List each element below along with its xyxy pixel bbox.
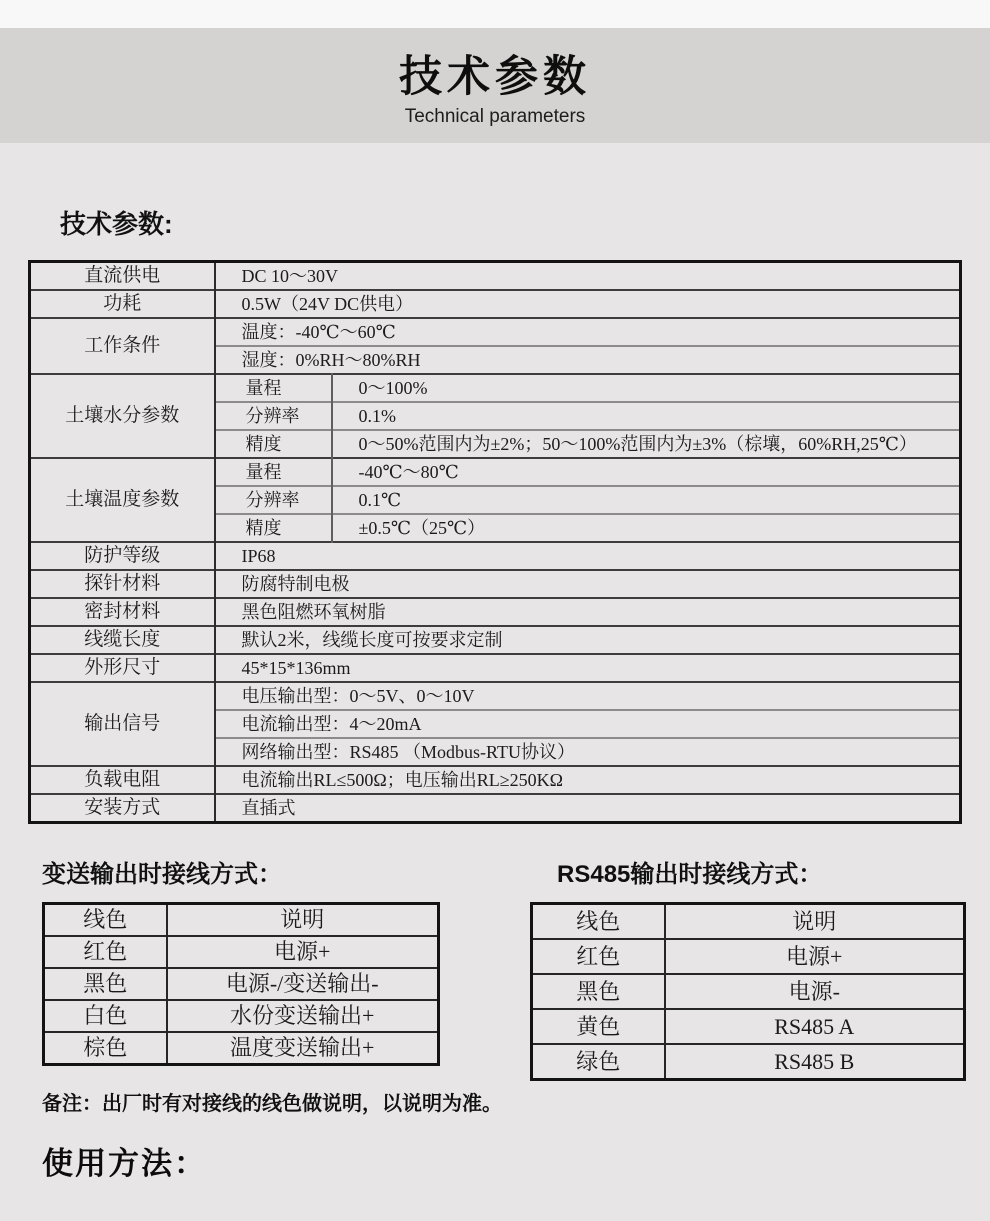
section-heading: 技术参数: xyxy=(60,209,173,239)
spec-value: 直插式 xyxy=(215,794,961,823)
wire-desc-cell: 电源+ xyxy=(167,936,439,968)
spec-value: 默认2米，线缆长度可按要求定制 xyxy=(215,626,961,654)
spec-sublabel: 量程 xyxy=(215,374,332,402)
spec-label: 密封材料 xyxy=(30,598,215,626)
wiring-row xyxy=(44,936,439,968)
spec-label: 防护等级 xyxy=(30,542,215,570)
spec-sublabel: 量程 xyxy=(215,458,332,486)
wiring-row xyxy=(532,974,965,1009)
spec-value: 0～100% xyxy=(332,374,961,402)
wiring-header-cell: 线色 xyxy=(44,904,167,937)
spec-row xyxy=(30,458,961,486)
wiring-right-section xyxy=(530,854,966,1081)
spec-row xyxy=(30,626,961,654)
wire-color-cell: 白色 xyxy=(44,1000,167,1032)
wire-desc-cell: 水份变送输出+ xyxy=(167,1000,439,1032)
header-band xyxy=(0,28,990,143)
spec-value: 0.1℃ xyxy=(332,486,961,514)
wire-desc-cell: 电源-/变送输出- xyxy=(167,968,439,1000)
wire-color-cell: 红色 xyxy=(44,936,167,968)
spec-label: 负载电阻 xyxy=(30,766,215,794)
spec-value: 黑色阻燃环氧树脂 xyxy=(215,598,961,626)
wire-color-cell: 棕色 xyxy=(44,1032,167,1065)
wiring-header-row xyxy=(44,904,439,937)
wire-color-cell: 红色 xyxy=(532,939,665,974)
spec-label: 土壤温度参数 xyxy=(30,458,215,542)
wiring-header-cell: 说明 xyxy=(167,904,439,937)
spec-label: 探针材料 xyxy=(30,570,215,598)
spec-label: 直流供电 xyxy=(30,262,215,291)
usage-heading: 使用方法： xyxy=(42,1146,207,1181)
wire-color-cell: 绿色 xyxy=(532,1044,665,1080)
spec-label: 功耗 xyxy=(30,290,215,318)
wiring-table-left-body xyxy=(44,904,439,1065)
spec-row xyxy=(30,542,961,570)
spec-value: 网络输出型：RS485 （Modbus-RTU协议） xyxy=(215,738,961,766)
spec-value: 电压输出型：0～5V、0～10V xyxy=(215,682,961,710)
spec-value: 0.1% xyxy=(332,402,961,430)
spec-value: -40℃～80℃ xyxy=(332,458,961,486)
spec-value: 防腐特制电极 xyxy=(215,570,961,598)
page-title: 技术参数 xyxy=(399,53,591,101)
wiring-row xyxy=(44,1000,439,1032)
spec-value: ±0.5℃（25℃） xyxy=(332,514,961,542)
wire-desc-cell: RS485 B xyxy=(665,1044,965,1080)
spec-value: 湿度：0%RH～80%RH xyxy=(215,346,961,374)
spec-row xyxy=(30,262,961,291)
spec-row xyxy=(30,374,961,402)
spec-label: 输出信号 xyxy=(30,682,215,766)
wiring-left-section xyxy=(42,854,440,1066)
spec-value: 0～50%范围内为±2%；50～100%范围内为±3%（棕壤，60%RH,25℃） xyxy=(332,430,961,458)
wiring-table-left xyxy=(42,902,440,1066)
wiring-header-row xyxy=(532,904,965,940)
wiring-row xyxy=(532,939,965,974)
spec-sublabel: 分辨率 xyxy=(215,486,332,514)
spec-value: IP68 xyxy=(215,542,961,570)
spec-label: 工作条件 xyxy=(30,318,215,374)
spec-row xyxy=(30,598,961,626)
note-text: 备注：出厂时有对接线的线色做说明，以说明为准。 xyxy=(42,1093,502,1115)
spec-label: 安装方式 xyxy=(30,794,215,823)
wire-color-cell: 黄色 xyxy=(532,1009,665,1044)
wire-desc-cell: 电源+ xyxy=(665,939,965,974)
wiring-table-right xyxy=(530,902,966,1081)
wiring-row xyxy=(532,1009,965,1044)
spec-table-body xyxy=(30,262,961,823)
spec-row xyxy=(30,318,961,346)
spec-row xyxy=(30,766,961,794)
spec-label: 外形尺寸 xyxy=(30,654,215,682)
wiring-row xyxy=(532,1044,965,1080)
wire-desc-cell: 温度变送输出+ xyxy=(167,1032,439,1065)
spec-value: 电流输出RL≤500Ω；电压输出RL≥250KΩ xyxy=(215,766,961,794)
top-strip xyxy=(0,0,990,28)
wiring-left-heading: 变送输出时接线方式： xyxy=(42,861,282,888)
wire-desc-cell: RS485 A xyxy=(665,1009,965,1044)
spec-sublabel: 精度 xyxy=(215,514,332,542)
wiring-header-cell: 线色 xyxy=(532,904,665,940)
wiring-table-right-body xyxy=(532,904,965,1080)
spec-label: 线缆长度 xyxy=(30,626,215,654)
spec-value: DC 10～30V xyxy=(215,262,961,291)
spec-row xyxy=(30,682,961,710)
wiring-row xyxy=(44,968,439,1000)
spec-value: 温度：-40℃～60℃ xyxy=(215,318,961,346)
spec-table xyxy=(28,260,962,824)
spec-sublabel: 分辨率 xyxy=(215,402,332,430)
wire-color-cell: 黑色 xyxy=(44,968,167,1000)
wire-color-cell: 黑色 xyxy=(532,974,665,1009)
spec-label: 土壤水分参数 xyxy=(30,374,215,458)
wire-desc-cell: 电源- xyxy=(665,974,965,1009)
page-subtitle: Technical parameters xyxy=(404,106,586,127)
spec-row xyxy=(30,794,961,823)
spec-row xyxy=(30,654,961,682)
spec-value: 45*15*136mm xyxy=(215,654,961,682)
spec-row xyxy=(30,290,961,318)
wiring-header-cell: 说明 xyxy=(665,904,965,940)
wiring-right-heading: RS485输出时接线方式： xyxy=(557,861,823,888)
spec-value: 0.5W（24V DC供电） xyxy=(215,290,961,318)
spec-row xyxy=(30,570,961,598)
wiring-row xyxy=(44,1032,439,1065)
spec-sublabel: 精度 xyxy=(215,430,332,458)
spec-value: 电流输出型：4～20mA xyxy=(215,710,961,738)
